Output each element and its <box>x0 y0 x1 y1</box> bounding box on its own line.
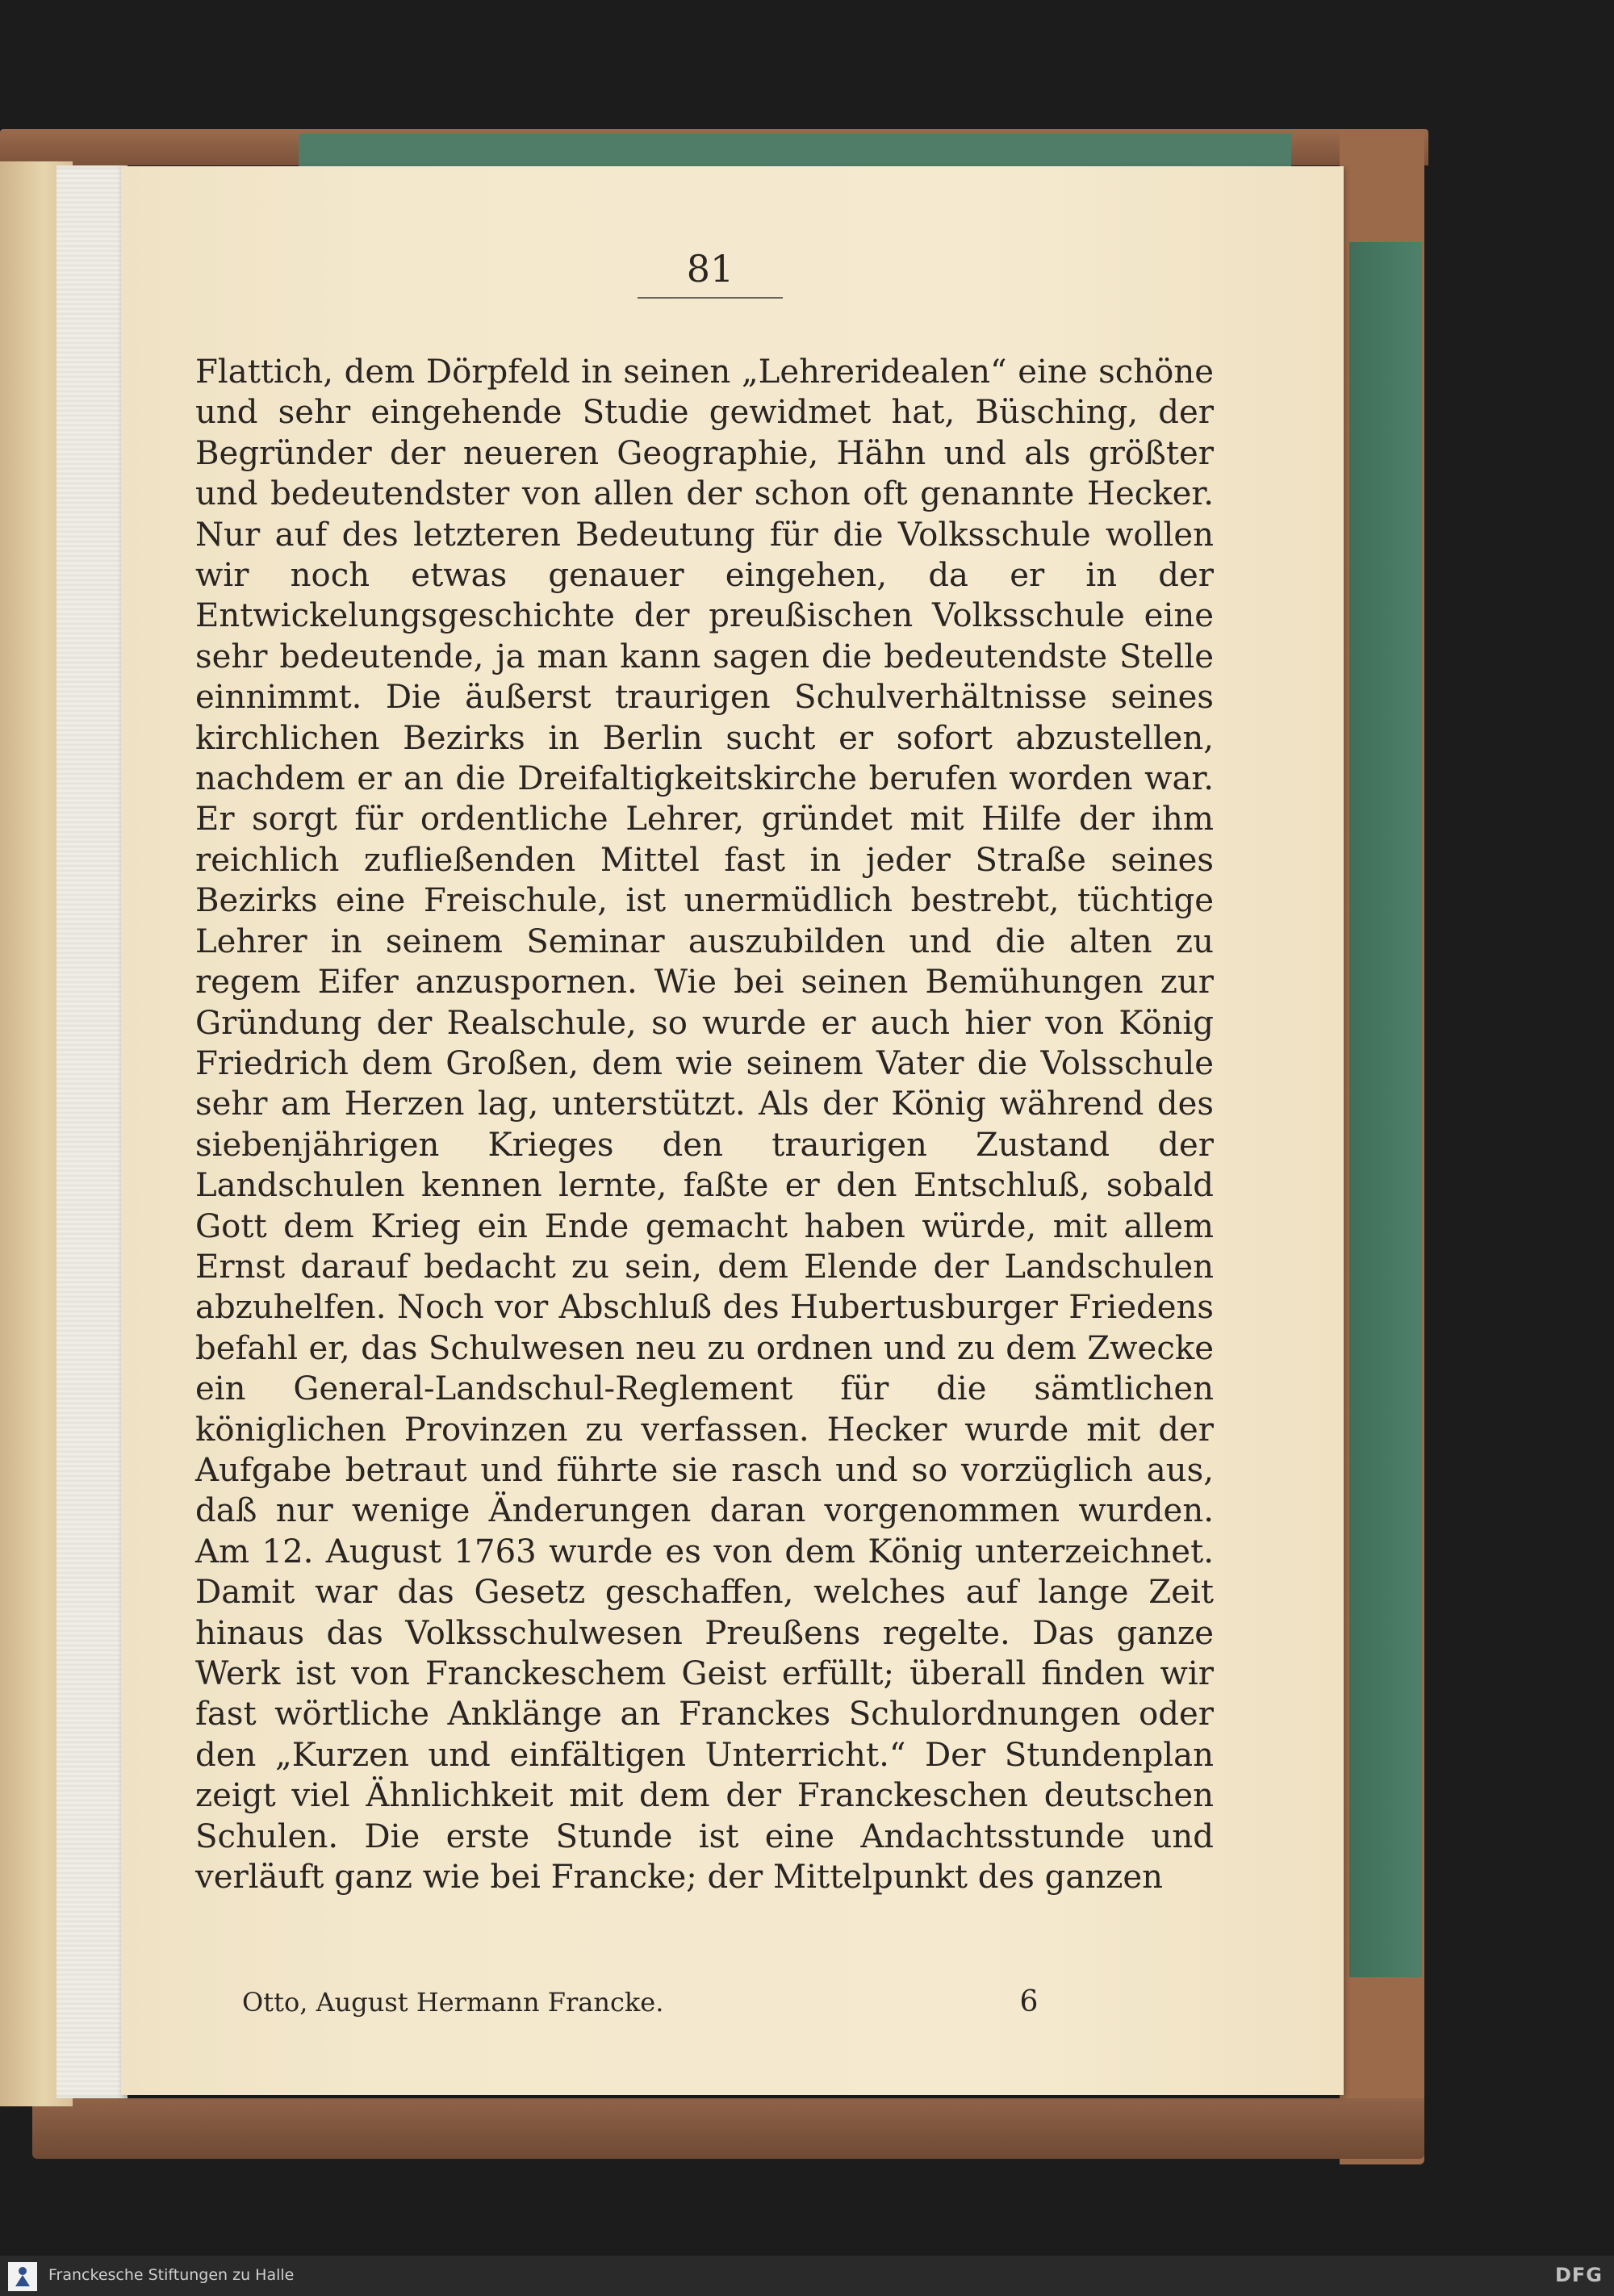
book-cover-green-board-top <box>299 134 1291 166</box>
institution-name: Franckesche Stiftungen zu Halle <box>48 2266 295 2284</box>
book-cover-green-board-right <box>1349 242 1422 1977</box>
page-number-rule <box>638 297 783 299</box>
footer-author-line: Otto, August Hermann Francke. <box>242 1987 664 2018</box>
footer-signature-mark: 6 <box>1019 1985 1039 2018</box>
franckesche-stiftungen-logo-icon <box>8 2262 37 2291</box>
page-body-text: Flattich, dem Dörpfeld in seinen „Lehreridealen“ eine schöne und sehr eingehende Studie gewidmet hat, Büsching, der Begründer der neueren Geographie, Hähn und als größter und bedeutendster von allen der schon oft genannte Hecker. Nur auf des letzteren Bedeutung für die Volksschule wollen wir noch etwas genauer eingehen, da er in der Entwickelungsgeschichte der preußischen Volksschule eine sehr bedeutende, ja man kann sagen die bedeutendste Stelle einnimmt. Die äußerst traurigen Schulverhältnisse seines kirchlichen Bezirks in Berlin sucht er sofort abzustellen, nachdem er an die Dreifaltigkeitskirche berufen worden war. Er sorgt für ordentliche Lehrer, gründet mit Hilfe der ihm reichlich zufließenden Mittel fast in jeder Straße seines Bezirks eine Freischule, ist unermüdlich bestrebt, tüchtige Lehrer in seinem Seminar auszubilden und die alten zu regem Eifer anzuspornen. Wie bei seinen Bemühungen zur Gründung der Realschule, so wurde er auch hier von König Friedrich dem Großen, dem wie seinem Vater die Volsschule sehr am Herzen lag, unterstützt. Als der König während des siebenjährigen Krieges den traurigen Zustand der Landschulen kennen lernte, faßte er den Entschluß, sobald Gott dem Krieg ein Ende gemacht haben würde, mit allem Ernst darauf bedacht zu sein, dem Elende der Landschulen abzuhelfen. Noch vor Abschluß des Hubertusburger Friedens befahl er, das Schulwesen neu zu ordnen und zu dem Zwecke ein General-Landschul-Reglement für die sämtlichen königlichen Provinzen zu verfassen. Hecker wurde mit der Aufgabe betraut und führte sie rasch und so vorzüglich aus, daß nur wenige Änderungen daran vorgenommen wurden. Am 12. August 1763 wurde es von dem König unterzeichnet. Damit war das Gesetz geschaffen, welches auf lange Zeit hinaus das Volksschulwesen Preußens regelte. Das ganze Werk ist von Franckeschem Geist erfüllt; überall finden wir fast wörtliche Anklänge an Franckes Schulordnungen oder den „Kurzen und einfältigen Unterricht.“ Der Stundenplan zeigt viel Ähnlichkeit mit dem der Franckeschen deutschen Schulen. Die erste Stunde ist eine Andachtsstunde und verläuft ganz wie bei Francke; der Mittelpunkt des ganzen <box>195 353 1214 1897</box>
book-gutter-binding <box>56 165 128 2098</box>
page-number: 81 <box>686 247 734 291</box>
book-cover-bottom-edge <box>32 2098 1424 2159</box>
dfg-logo: DFG <box>1554 2264 1603 2286</box>
viewer-footer-bar <box>0 2256 1614 2296</box>
